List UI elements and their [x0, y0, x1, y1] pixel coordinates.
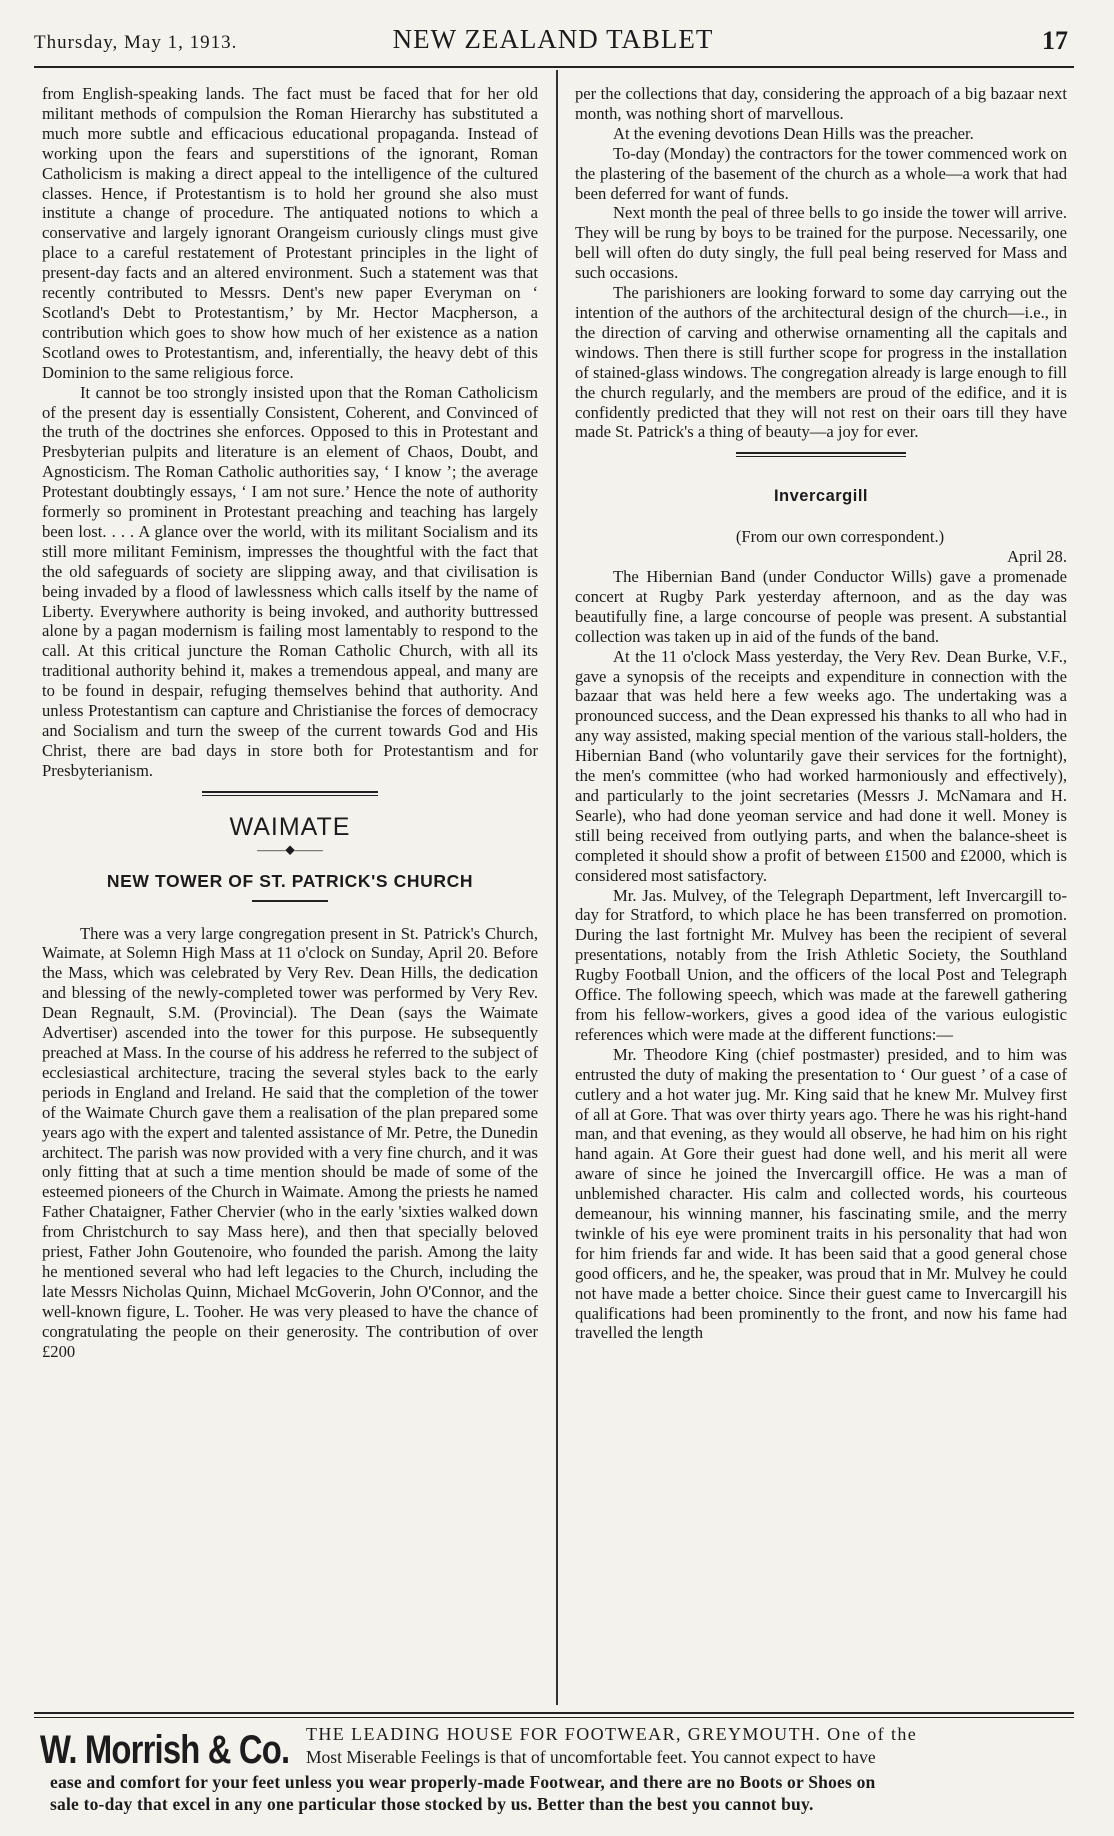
- correspondent-line: (From our own correspondent.): [735, 527, 945, 547]
- article-paragraph: per the collections that day, considering the approach of a big bazaar next month, was nothing short of marvellous.: [575, 84, 1067, 123]
- right-column: [575, 84, 1067, 1343]
- page-header: [34, 20, 1072, 60]
- article-paragraph: The parishioners are looking forward to some day carrying out the intention of the authors of the architectural design of the church—i.e., in the direction of carving and otherwise ornamenting all the capitals and windows. Then there is still further scope for progress in the installation of stained-glass windows. The congregation already is large enough to fill the church regularly, and the members are proud of the edifice, and it is confidently predicted that they will not rest on their oars till they have made St. Patrick's a thing of beauty—a joy for ever.: [575, 283, 1067, 442]
- advertisement-rule: [34, 1712, 1074, 1718]
- header-rule: [34, 66, 1074, 68]
- advertisement: [40, 1720, 1070, 1830]
- section-end-rule: [736, 452, 906, 457]
- advertiser-name: W. Morrish & Co.: [40, 1728, 290, 1772]
- article-paragraph: from English-speaking lands. The fact must be faced that for her old militant methods of compulsion the Roman Hierarchy has substituted a much more subtle and efficacious educational propaganda. Instead of working upon the fears and superstitions of the ignorant, Roman Catholicism is making a direct appeal to the intelligence of the cultured classes. Hence, if Protestantism is to hold her ground she also must institute a change of procedure. The antiquated notions to which a conservative and largely ignorant Orangeism curiously clings must give place to a careful restatement of Protestant principles in the light of present-day facts and an altered environment. Such a statement was that recently contributed to Messrs. Dent's new paper Everyman on ‘ Scotland's Debt to Protestantism,’ by Mr. Hector Macpherson, a contribution which goes to show how much of her existence as a nation Scotland owes to Protestantism, and, inferentially, the heavy debt of this Dominion to the same religious force.: [42, 84, 538, 382]
- article-paragraph: At the evening devotions Dean Hills was the preacher.: [613, 123, 974, 143]
- article-paragraph: To-day (Monday) the contractors for the tower commenced work on the plastering of the basement of the church as a whole—a work that had been deferred for want of funds.: [575, 143, 1067, 203]
- page-number: 17: [1042, 26, 1068, 55]
- section-end-rule: [202, 791, 378, 796]
- article-paragraph: The Hibernian Band (under Conductor Wills) gave a promenade concert at Rugby Park yesterday afternoon, and as the day was beautifully fine, a large concourse of people was present. A substantial collection was taken up in aid of the funds of the band.: [575, 567, 1067, 646]
- article-paragraph: Next month the peal of three bells to go inside the tower will arrive. They will be rung by boys to be trained for the purpose. Necessarily, one bell will often do duty singly, the full peal being reserved for Mass and such occasions.: [575, 203, 1067, 283]
- article-paragraph: Mr. Jas. Mulvey, of the Telegraph Department, left Invercargill to-day for Stratford, to which place he has been transferred on promotion. During the last fortnight Mr. Mulvey has been the recipient of several presentations, notably from the Irish Athletic Society, the Southland Rugby Football Union, and the officers of the local Post and Telegraph Office. The following speech, which was made at the farewell gathering from his fellow-workers, gives a good idea of the various eulogistic references which were made at the different functions:—: [575, 885, 1067, 1044]
- article-paragraph: There was a very large congregation present in St. Patrick's Church, Waimate, at Solemn High Mass at 11 o'clock on Sunday, April 20. Before the Mass, which was celebrated by Very Rev. Dean Hills, the dedication and blessing of the newly-completed tower was performed by Very Rev. Dean Regnault, S.M. (Provincial). The Dean (says the Waimate Advertiser) ascended into the tower for this purpose. He subsequently preached at Mass. In the course of his address he referred to the subject of ecclesiastical architecture, tracing the several styles back to the early periods in England and Ireland. He said that the completion of the tower of the Waimate Church gave them a realisation of the plan prepared some years ago with the expert and talented assistance of Mr. Petre, the Dunedin architect. The parish was now provided with a very fine church, and it was only fitting that at such a time mention should be made of some of the esteemed pioneers of the Church in Waimate. Among the priests he named Father Chataigner, Father Chervier (who in the early 'sixties walked down from Christchurch to say Mass here), and then that specially beloved priest, Father John Goutenoire, who founded the parish. Among the laity he mentioned several who had left legacies to the Church, including the late Messrs Nicholas Quinn, Michael McGoverin, John O'Connor, and the well-known figure, L. Tooher. He was very pleased to have the chance of congratulating the people on their generosity. The contribution of over £200: [42, 923, 538, 1361]
- ad-text-line: Most Miserable Feelings is that of uncomfortable feet. You cannot expect to have: [306, 1747, 876, 1767]
- article-paragraph: At the 11 o'clock Mass yesterday, the Very Rev. Dean Burke, V.F., gave a synopsis of the receipts and expenditure in connection with the bazaar that was held here a few weeks ago. The undertaking was a pronounced success, and the Dean expressed his thanks to all who had in any way assisted, making special mention of the various stall-holders, the Hibernian Band (who voluntarily gave their services for the fortnight), the men's committee (who had worked harmoniously and effectively), and particularly to the joint secretaries (Messrs J. McNamara and H. Searle), who had done yeoman service and had done it well. Money is still being received from outlying parts, and when the balance-sheet is completed it should show a profit of between £1500 and £2000, which is considered most satisfactory.: [575, 646, 1067, 885]
- section-title-invercargill: Invercargill: [773, 487, 869, 506]
- ad-text-line: ease and comfort for your feet unless you wear properly-made Footwear, and there are no Boots or Shoes on: [50, 1772, 876, 1792]
- left-column: [42, 84, 538, 1361]
- article-subtitle: NEW TOWER OF ST. PATRICK'S CHURCH: [106, 870, 474, 891]
- publication-title: NEW ZEALAND TABLET: [392, 24, 714, 54]
- title-ornament: ——⬥——: [257, 842, 323, 858]
- article-paragraph: Mr. Theodore King (chief postmaster) presided, and to him was entrusted the duty of making the presentation to ‘ Our guest ’ of a case of cutlery and a hot water jug. Mr. King said that he knew Mr. Mulvey first of all at Gore. That was over thirty years ago. There he was his right-hand man, and that evening, as they would all observe, he had him on his right hand again. At Gore their guest had done well, and his merit all were aware of since he joined the Invercargill office. He was a man of unblemished character. His calm and collected words, his courteous demeanour, his winning manner, his fascinating smile, and the merry twinkle of his eye were prominent traits in his personality that had won for him friends far and wide. It has been said that a good general chose good officers, and he, the speaker, was proud that in Mr. Mulvey he could not have made a better choice. Since their guest came to Invercargill his qualifications had been prominently to the front, and now his fame had travelled the length: [575, 1044, 1067, 1343]
- column-divider: [556, 70, 558, 1705]
- dateline: April 28.: [1007, 547, 1067, 567]
- section-title-waimate: WAIMATE: [229, 812, 351, 841]
- subtitle-rule: [252, 900, 328, 902]
- ad-text-line: THE LEADING HOUSE FOR FOOTWEAR, GREYMOUTH. One of the: [306, 1724, 918, 1744]
- issue-date: Thursday, May 1, 1913.: [34, 32, 238, 53]
- article-paragraph: It cannot be too strongly insisted upon that the Roman Catholicism of the present day is essentially Consistent, Coherent, and Convinced of the truth of the doctrines she enforces. Opposed to this in Protestant and Presbyterian pulpits and literature is an element of Chaos, Doubt, and Agnosticism. The Roman Catholic authorities say, ‘ I know ’; the average Protestant doubtingly essays, ‘ I am not sure.’ Hence the note of authority formerly so prominent in Protestant preaching and teaching has largely been lost. . . . A glance over the world, with its militant Socialism and its still more militant Feminism, impresses the thoughtful with the fact that the old safeguards of society are slipping away, and that civilisation is being invaded by a flood of lawlessness which calls itself by the name of Liberty. Everywhere authority is being invoked, and authority buttressed alone by a pagan modernism is failing most lamentably to respond to the call. At this critical juncture the Roman Catholic Church, with all its traditional authority behind it, makes a tremendous appeal, and many are to be found in despair, refuging themselves behind that authority. And unless Protestantism can capture and Christianise the forces of democracy and Socialism and turn the sweep of the current towards God and His Christ, there are bad days in store both for Protestantism and for Presbyterianism.: [42, 382, 538, 780]
- ad-text-line: sale to-day that excel in any one particular those stocked by us. Better than the best you cannot buy.: [50, 1794, 814, 1814]
